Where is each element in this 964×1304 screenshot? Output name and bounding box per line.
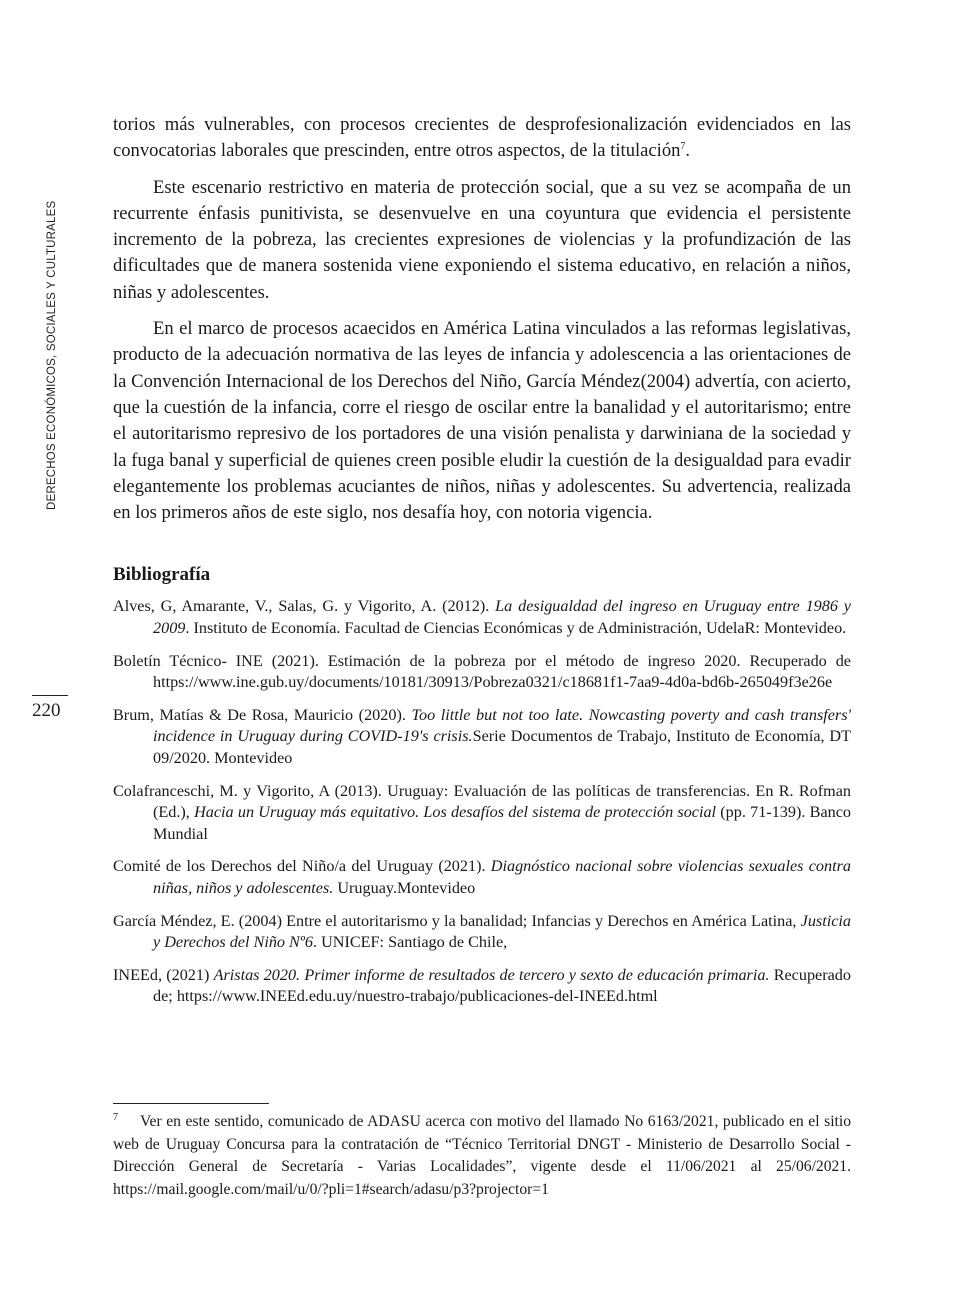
bibliography-entry [113,856,851,900]
paragraph-3: En el marco de procesos acaecidos en América Latina vinculados a las reformas legislativas, producto de la adecuación normativa de las leyes de infancia y adolescencia a las orientaciones de la Convención Internacional de los Derechos del Niño, García Méndez(2004) advertía, con acierto, que la cuestión de la infancia, corre el riesgo de oscilar entre la banalidad y el autoritarismo; entre el autoritarismo represivo de los portadores de una visión penalista y darwiniana de la sociedad y la fuga banal y superficial de quienes creen posible eludir la cuestión de la desigualdad para evadir elegantemente los problemas acuciantes de niños, niñas y adolescentes. Su advertencia, realizada en los primeros años de este siglo, nos desafía hoy, con notoria vigencia. [113,318,851,524]
entry-title: Justicia y Derechos del Niño Nº6 [153,911,851,952]
entry-title: La desigualdad del ingreso en Uruguay entre 1986 y 2009 [153,597,851,638]
entry-text: Alves, G, Amarante, V., Salas, G. y Vigorito, A. (2012). [113,597,496,616]
page-number: 220 [32,700,61,721]
paragraph-1-text: torios más vulnerables, con procesos crecientes de desprofesionalización evidenciados en las convocatorias laborales que prescinden, entre otros aspectos, de la titulación [113,114,851,162]
entry-text: Serie Documentos de Trabajo, Instituto de Economía, DT 09/2020. Montevideo [153,727,852,768]
bibliography-entry [113,596,851,640]
entry-text: Colafranceschi, M. y Vigorito, A (2013). Uruguay: Evaluación de las políticas de transferencias. En R. Rofman (Ed.), [113,781,851,822]
bibliography-entry [113,651,851,695]
paragraph-1-end: . [685,140,691,162]
entry-text: Brum, Matías & De Rosa, Mauricio (2020). [113,705,412,724]
entry-text: García Méndez, E. (2004) Entre el autoritarismo y la banalidad; Infancias y Derechos en América Latina, [113,911,801,930]
entry-text: . Instituto de Economía. Facultad de Ciencias Económicas y de Administración, UdelaR: Montevideo. [185,619,847,638]
entry-text: Uruguay.Montevideo [333,879,476,898]
entry-text: INEEd, (2021) [113,965,214,984]
footnote-separator [113,1103,269,1104]
entry-text: Comité de los Derechos del Niño/a del Uruguay (2021). [113,857,491,876]
entry-title: Hacia un Uruguay más equitativo. Los desafíos del sistema de protección social [194,803,717,822]
entry-text: . UNICEF: Santiago de Chile, [312,933,508,952]
footnote-text: Ver en este sentido, comunicado de ADASU acerca con motivo del llamado No 6163/2021, publicado en el sitio web de Uruguay Concursa para la contratación de “Técnico Territorial DNGT - Ministerio de Desarrollo Social - Dirección General de Secretaría - Varias Localidades”, vigente desde el 11/06/2021 al 25/06/2021. https://mail.google.com/mail/u/0/?pli=1#search/adasu/p3?projector=1 [113,1113,851,1198]
footnote-mark: 7 [113,1111,118,1123]
bibliography-list [113,596,851,1008]
running-head-vertical: DERECHOS ECONÓMICOS, SOCIALES Y CULTURALES [46,200,58,510]
entry-text: Boletín Técnico- INE (2021). Estimación de la pobreza por el método de ingreso 2020. Recuperado de https://www.ine.gub.uy/documents/10181/30913/Pobreza0321/c18681f1-7aa9-4d0a-bd6b-265049f3e26e [113,651,851,692]
paragraph-2: Este escenario restrictivo en materia de protección social, que a su vez se acompaña de un recurrente énfasis punitivista, se desenvuelve en una coyuntura que evidencia el persistente incremento de la pobreza, las crecientes expresiones de violencias y la profundización de las dificultades que de manera sostenida viene exponiendo el sistema educativo, en relación a niños, niñas y adolescentes. [113,176,851,303]
bibliography-entry [113,911,851,955]
bibliography-heading: Bibliografía [113,564,211,586]
entry-title: Too little but not too late. Nowcasting poverty and cash transfers' incidence in Uruguay during COVID-19's crisis. [153,705,852,746]
entry-title: Diagnóstico nacional sobre violencias sexuales contra niñas, niños y adolescentes. [153,857,852,898]
bibliography-entry [113,781,851,846]
entry-title: Aristas 2020. Primer informe de resultados de tercero y sexto de educación primaria. [213,965,770,984]
footnote [113,1111,851,1201]
main-text-column [113,112,851,1019]
bibliography-entry [113,965,851,1009]
page-number-rule [32,695,68,696]
bibliography-entry [113,705,851,770]
entry-text: (pp. 71-139). Banco Mundial [153,803,852,844]
footnote-reference[interactable]: 7 [680,141,686,153]
paragraph-1 [113,112,851,165]
entry-text: Recuperado de; https://www.INEEd.edu.uy/nuestro-trabajo/publicaciones-del-INEEd.html [153,965,851,1006]
